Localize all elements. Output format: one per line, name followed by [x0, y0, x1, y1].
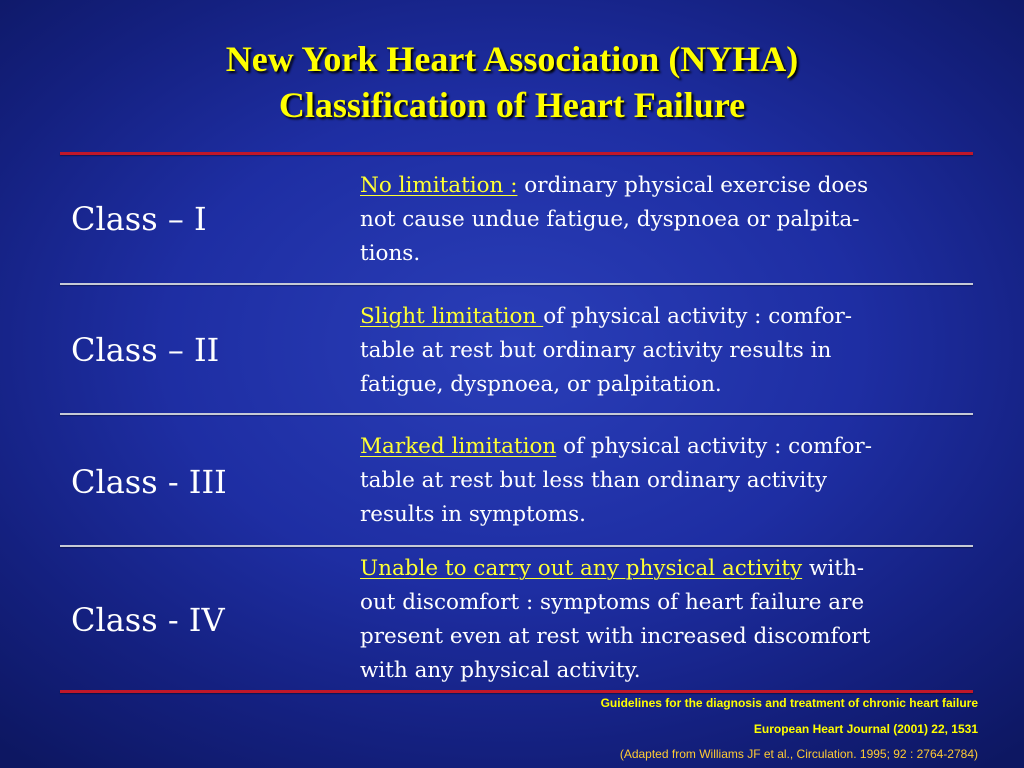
limitation-highlight: Marked limitation [360, 434, 557, 459]
limitation-highlight: Slight limitation [360, 304, 544, 329]
class-label: Class – I [71, 200, 207, 238]
description-line: present even at rest with increased discomfort [360, 624, 871, 649]
class-row-4 [60, 547, 973, 690]
title-line-1: New York Heart Association (NYHA) [225, 39, 799, 79]
description-line: fatigue, dyspnoea, or palpitation. [360, 372, 722, 397]
class-description [360, 300, 970, 402]
description-line: table at rest but ordinary activity results in [360, 338, 832, 363]
class-row-2 [60, 285, 973, 413]
table-bottom-rule [60, 690, 973, 693]
description-line [360, 300, 970, 334]
class-row-3 [60, 415, 973, 545]
limitation-highlight: No limitation : [360, 173, 518, 198]
description-line: not cause undue fatigue, dyspnoea or palpita- [360, 207, 860, 232]
reference-adapted-from: (Adapted from Williams JF et al., Circulation. 1995; 92 : 2764-2784) [619, 747, 978, 761]
limitation-highlight: Unable to carry out any physical activity [360, 556, 803, 581]
description-text: of physical activity : comfor- [543, 304, 853, 329]
class-row-1 [60, 155, 973, 283]
class-description [360, 169, 970, 271]
class-label: Class - IV [71, 601, 225, 639]
class-label: Class - III [71, 463, 227, 501]
reference-journal: European Heart Journal (2001) 22, 1531 [753, 722, 978, 736]
title-line-2: Classification of Heart Failure [278, 85, 746, 125]
description-line: table at rest but less than ordinary activity [360, 468, 827, 493]
description-line [360, 552, 970, 586]
description-line: results in symptoms. [360, 502, 586, 527]
class-label: Class – II [71, 331, 220, 369]
reference-guidelines: Guidelines for the diagnosis and treatment of chronic heart failure [600, 696, 978, 710]
description-text: of physical activity : comfor- [556, 434, 872, 459]
class-description [360, 430, 970, 532]
class-description [360, 552, 970, 688]
description-line [360, 430, 970, 464]
description-text: with- [802, 556, 865, 581]
description-line [360, 169, 970, 203]
description-text: ordinary physical exercise does [517, 173, 869, 198]
slide-title [0, 36, 1024, 128]
description-line: out discomfort : symptoms of heart failure are [360, 590, 865, 615]
description-line: with any physical activity. [360, 658, 641, 683]
description-line: tions. [360, 241, 421, 266]
